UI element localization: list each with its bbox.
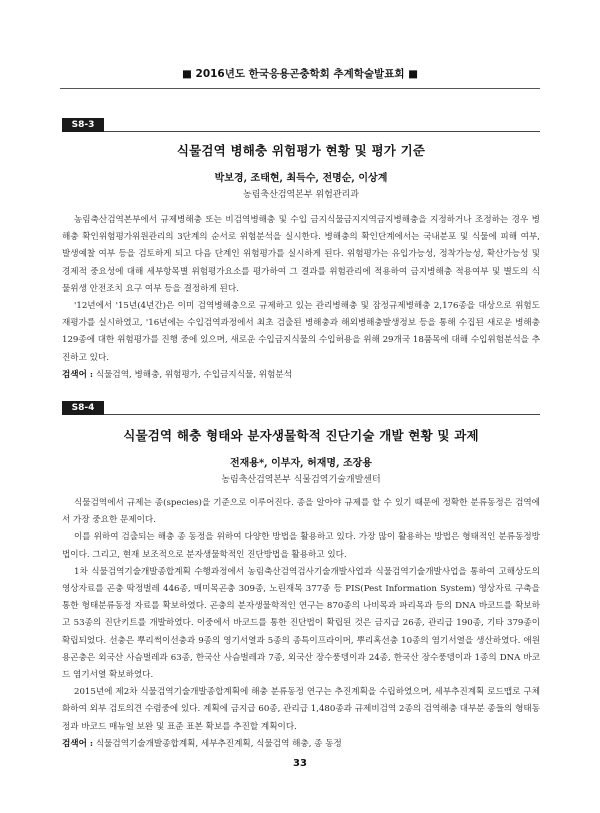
abstract-title: 식물검역 해충 형태와 분자생물학적 진단기술 개발 현황 및 과제	[123, 428, 479, 443]
abstract-paragraph: 1차 식물검역기술개발종합계획 수행과정에서 농림축산검역검사기술개발사업과 식물검역기술개발사업을 통하여 고해상도의 영상자료를 곤충 딱정벌레 446종, 매미목곤충 309종, 노린재목 377종 등 PIS(Pest Information System) 영상자료 구축을 통한 형태분류동정 자료를 확보하였다. 곤충의 분자생물학적인 연구는 870종의 나비목과 파리목과 등의 DNA 바코드를 확보하고 53종의 진단키트를 개발하였다. 이중에서 바코드를 통한 진단법이 확립된 것은 금지급 26종, 관리급 190종, 기타 379종이 확립되었다. 선충은 뿌리썩이선충과 9종의 영기서열과 5종의 종특이프라이머, 뿌리혹선충 10종의 염기서열을 생산하였다. 애원용곤충은 외국산 사슴벌레과 63종, 한국산 사슴벌레과 7종, 외국산 장수풍뎅이과 24종, 한국산 장수풍뎅이과 1종의 DNA 바코드 염기서열 확보하였다.	[62, 566, 540, 681]
abstract-body	[62, 495, 540, 753]
abstract-keywords	[62, 367, 540, 384]
abstract-s8-3	[62, 118, 540, 384]
abstract-affiliation: 농림축산검역본부 위험관리과	[243, 190, 359, 200]
abstract-affiliation: 농림축산검역본부 식물검역기술개발센터	[221, 475, 381, 485]
section-divider	[104, 414, 540, 415]
keywords-text: 식물검역기술개발종합계획, 세부추진계획, 식물검역 해충, 종 동정	[95, 738, 342, 749]
section-code-badge: S8-3	[62, 118, 104, 132]
keywords-label: 검색어 :	[62, 738, 94, 749]
abstract-paragraph: 2015년에 제2차 식물검역기술개발종합계획에 해충 분류동정 연구는 추진계획을 수립하였으며, 세부추진계획 로드맵로 구체화하여 외부 검토의견 수렴중에 있다. 계획에 금지급 60종, 관리급 1,480종과 규제비검역 2종의 검역해충 대부분 종들의 형태동정과 바코드 매뉴얼 보완 및 표준 표본 확보를 추진할 계획이다.	[62, 687, 540, 732]
abstract-title: 식물검역 병해충 위험평가 현황 및 평가 기준	[176, 143, 426, 158]
abstract-authors: 박보경, 조태현, 최득수, 전명순, 이상계	[214, 173, 388, 184]
section-code-row	[62, 118, 540, 132]
abstract-paragraph: '12년에서 '15년(4년간)은 이미 검역병해충으로 규제하고 있는 관리병해충 및 잠정규제병해충 2,176종을 대상으로 위험도 재평가를 실시하였고, '16년에는 수입검역과정에서 최초 검출된 병해충과 해외병해충발생정보 등을 통해 수집된 새로운 병해충 129종에 대한 위험평가를 진행 중에 있으며, 새로운 수입금지식물의 수입허용을 위해 29개국 18품목에 대해 수입위험분석을 추진하고 있다.	[62, 301, 540, 363]
abstract-paragraph: 식물검역에서 규제는 종(species)을 기준으로 이루어진다. 종을 알아야 규제를 할 수 있기 때문에 정확한 분류동정은 검역에서 가장 중요한 문제이다.	[62, 498, 540, 526]
abstract-paragraph: 농림축산검역본부에서 규제병해충 또는 비검역병해충 및 수입 금지식물금지지역금지병해충을 지정하거나 조정하는 경우 병해충 확인위험평가위원관리의 3단계의 순서로 위험분석을 실시한다. 병해충의 확인단계에서는 국내분포 및 식물에 피해 여부, 발생예찰 여부 등을 검토하게 되고 다음 단계인 위험평가를 실시하게 된다. 위험평가는 유입가능성, 정착가능성, 확산가능성 및 경제적 중요성에 대해 세부항목별 위험평가요소를 평가하여 그 결과를 위험관리에 적용하여 금지병해충 적용여부 및 별도의 식물위생 안전조치 요구 여부 등을 결정하게 된다.	[62, 215, 540, 294]
section-code-row	[62, 401, 540, 415]
abstract-s8-4	[62, 401, 540, 753]
header-title: ■ 2016년도 한국응용곤충학회 추계학술발표회 ■	[181, 68, 419, 80]
abstract-authors: 전재용*, 이부자, 허재명, 조장용	[229, 458, 373, 469]
page-number: 33	[293, 758, 307, 769]
abstract-body	[62, 212, 540, 384]
section-code-badge: S8-4	[62, 401, 104, 415]
keywords-label: 검색어 :	[62, 369, 94, 380]
keywords-text: 식물검역, 병해충, 위험평가, 수입금지식물, 위험분석	[95, 369, 292, 380]
header-rule	[60, 88, 540, 89]
abstract-keywords	[62, 736, 540, 753]
section-divider	[104, 131, 540, 132]
abstract-paragraph: 이를 위하여 검출되는 해충 종 동정을 위하여 다양한 방법을 활용하고 있다. 가장 많이 활용하는 방법은 형태적인 분류동정방법이다. 그리고, 현재 보조적으로 분자생물학적인 진단방법을 활용하고 있다.	[62, 532, 540, 560]
